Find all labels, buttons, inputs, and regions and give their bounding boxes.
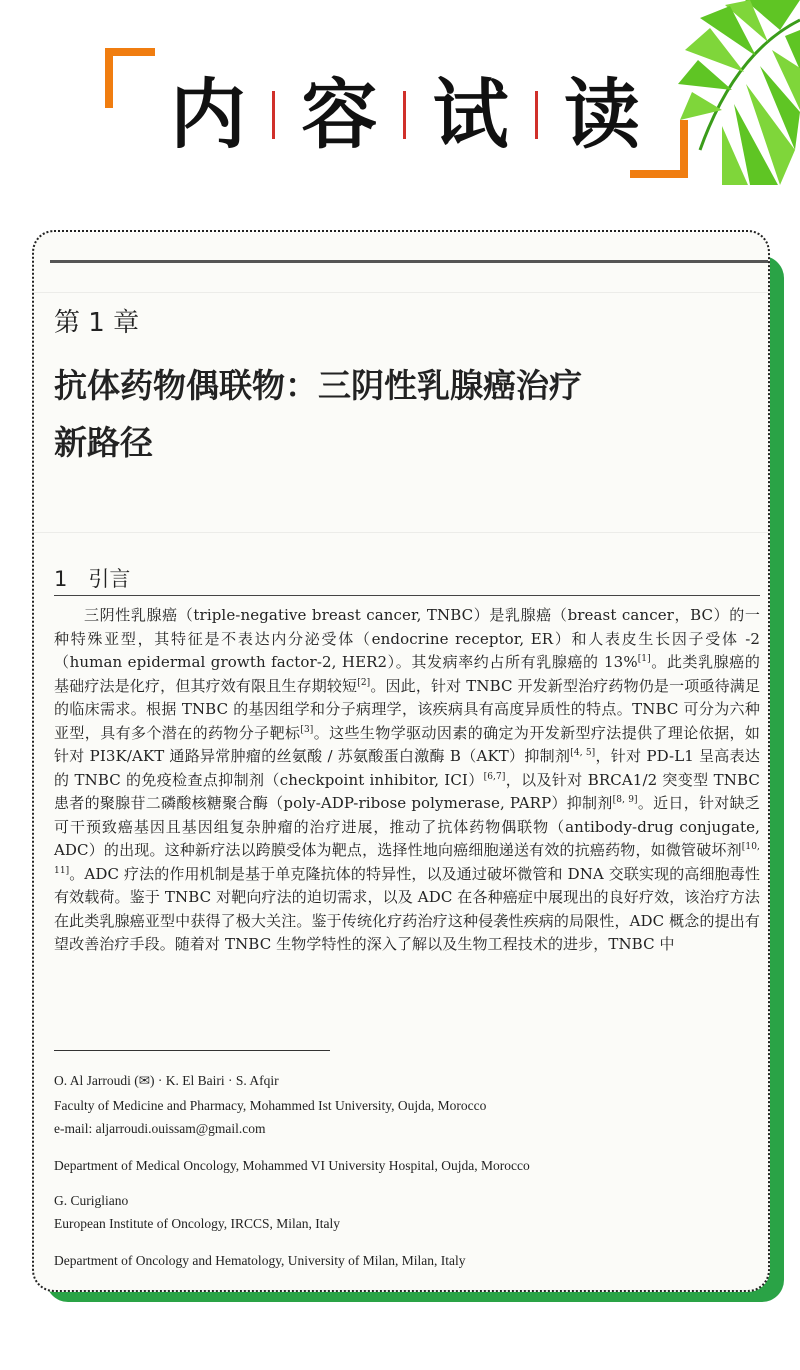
citation: [1] <box>637 654 651 664</box>
title-char-3: 试 <box>432 70 509 159</box>
text-run: 。这些生物学驱动因素的确定为开发新型疗法提供了理论依据，如针对 PI3K/AKT 通路异常肿瘤的丝氨酸 / 苏氨酸蛋白激酶 B（AKT）抑制剂 <box>54 723 760 765</box>
footnote-affiliation: Faculty of Medicine and Pharmacy, Mohammed Ist University, Oujda, Morocco <box>54 1098 487 1113</box>
header <box>0 0 800 230</box>
chapter-label: 第 1 章 <box>54 308 140 338</box>
text-run: 。近日，针对缺乏可干预致癌基因且基因组复杂肿瘤的治疗进展，推动了抗体药物偶联物（antibody-drug conjugate, ADC）的出现。这种新疗法以跨膜受体为靶点，选择性地向癌细胞递送有效的抗癌药物，如微管破坏剂 <box>54 794 760 859</box>
footnote-author: G. Curigliano <box>54 1193 129 1208</box>
citation: [10, 11] <box>54 842 760 876</box>
citation: [2] <box>357 677 371 688</box>
section-rule <box>54 595 760 596</box>
document-page <box>32 230 770 1292</box>
text-run: 。此类乳腺癌的基础疗法是化疗，但其疗效有限且生存期较短 <box>54 653 761 695</box>
chapter-title-line: 抗体药物偶联物：三阴性乳腺癌治疗 <box>54 366 582 405</box>
chapter-title <box>54 357 694 471</box>
title-separator <box>403 91 406 139</box>
title-char-4: 读 <box>563 70 640 159</box>
footnote-affiliation: Department of Oncology and Hematology, University of Milan, Milan, Italy <box>54 1253 466 1268</box>
citation: [3] <box>300 724 314 735</box>
footnote-affiliation: European Institute of Oncology, IRCCS, Milan, Italy <box>54 1216 340 1231</box>
title-separator <box>272 91 275 139</box>
chapter-title-line: 新路径 <box>54 423 153 462</box>
page-title <box>170 65 640 165</box>
bracket-top-left <box>105 48 155 108</box>
citation: [4, 5] <box>570 748 596 758</box>
top-rule <box>50 260 768 263</box>
section-heading: 1 引言 <box>54 567 131 591</box>
footnote-rule <box>54 1050 330 1051</box>
title-separator <box>535 91 538 139</box>
bleed-line <box>34 532 768 533</box>
citation: [8, 9] <box>612 795 638 805</box>
text-run: ，针对 PD-L1 呈高表达的 TNBC 的免疫检查点抑制剂（checkpoint inhibitor, ICI） <box>54 747 760 789</box>
text-run: 三阴性乳腺癌（triple-negative breast cancer, TNBC）是乳腺癌（breast cancer，BC）的一种特殊亚型，其特征是不表达内分泌受体（endocrine receptor, ER）和人表皮生长因子受体 -2（human epidermal growth factor-2, HER2）。其发病率约占所有乳腺癌的 13% <box>54 606 760 671</box>
title-char-1: 内 <box>170 70 246 159</box>
footnote-email: e-mail: aljarroudi.ouissam@gmail.com <box>54 1121 266 1136</box>
footnote-authors: O. Al Jarroudi (✉) · K. El Bairi · S. Afqir <box>54 1073 279 1088</box>
palm-leaf-icon <box>630 0 800 185</box>
text-run: 。ADC 疗法的作用机制是基于单克隆抗体的特异性，以及通过破坏微管和 DNA 交联实现的高细胞毒性有效载荷。鉴于 TNBC 对靶向疗法的迫切需求，以及 ADC 在各种癌症中展现出的良好疗效，该治疗方法在此类乳腺癌亚型中获得了极大关注。鉴于传统化疗药治疗这种侵袭性疾病的局限性，ADC 概念的提出有望改善治疗手段。随着对 TNBC 生物学特性的深入了解以及生物工程技术的进步，TNBC 中 <box>54 864 760 953</box>
text-run: ，以及针对 BRCA1/2 突变型 TNBC 患者的聚腺苷二磷酸核糖聚合酶（poly-ADP-ribose polymerase, PARP）抑制剂 <box>54 770 760 812</box>
footnote-affiliation: Department of Medical Oncology, Mohammed VI University Hospital, Oujda, Morocco <box>54 1158 530 1173</box>
citation: [6,7] <box>483 771 506 782</box>
title-char-2: 容 <box>301 70 378 159</box>
bleed-line <box>34 292 768 293</box>
body-paragraph <box>54 604 760 957</box>
text-run: 。因此，针对 TNBC 开发新型治疗药物仍是一项亟待满足的临床需求。根据 TNBC 的基因组学和分子病理学，该疾病具有高度异质性的特点。TNBC 可分为六种亚型，具有多个潜在的药物分子靶标 <box>54 676 760 742</box>
